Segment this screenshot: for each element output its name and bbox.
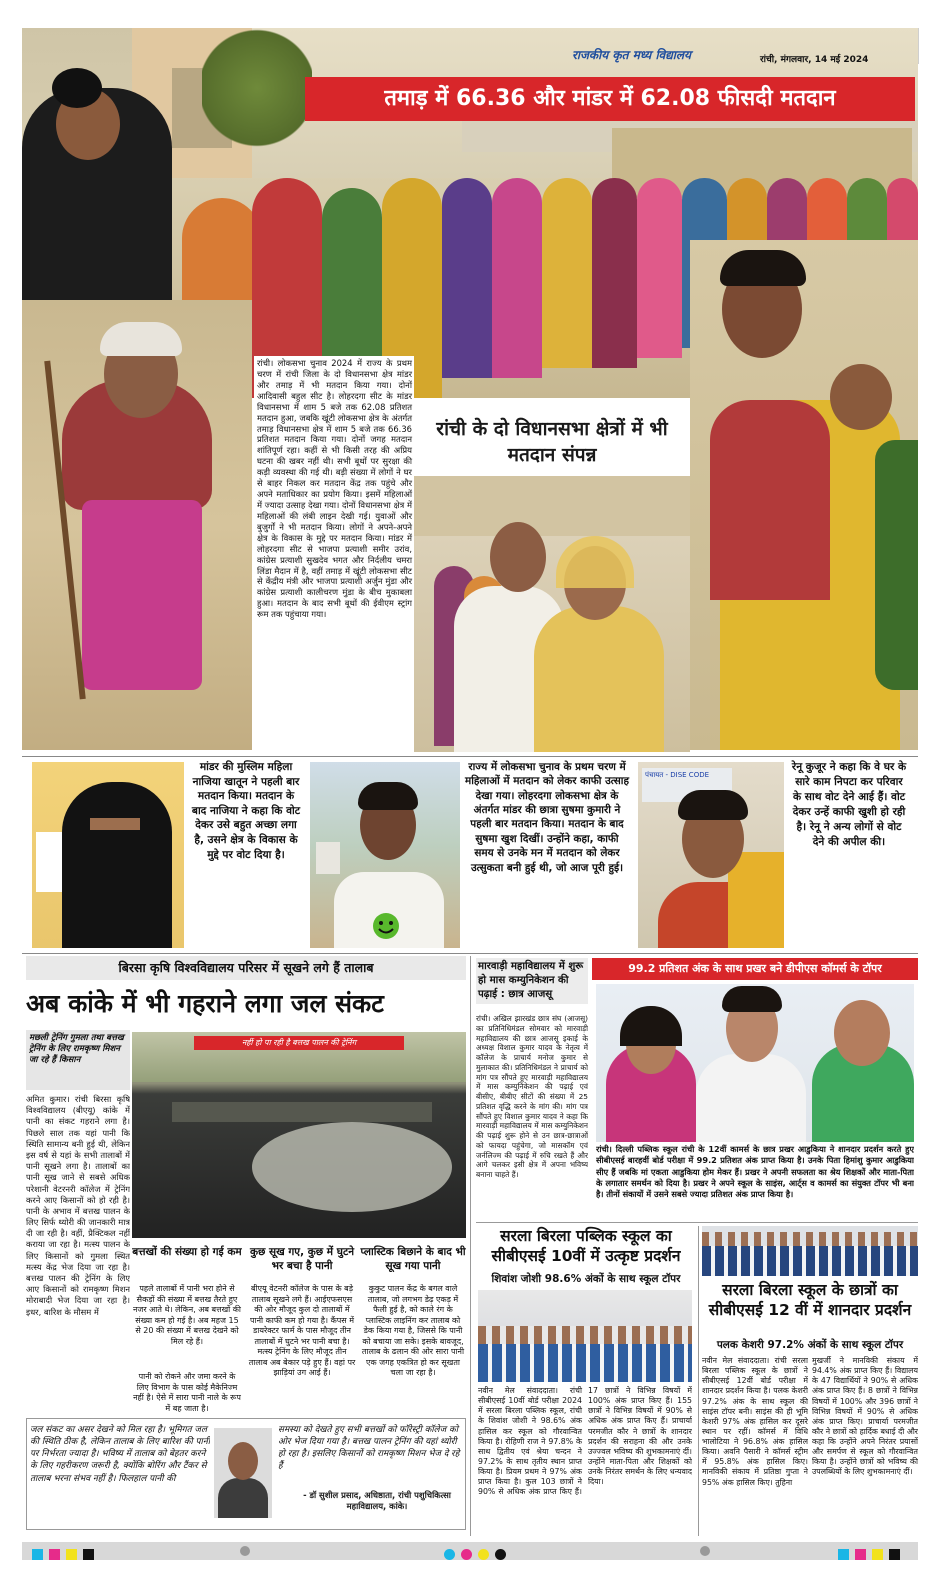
dps-headline: 99.2 प्रतिशत अंक के साथ प्रखर बने डीपीएस कॉमर्स के टॉपर — [592, 958, 918, 980]
quote-left: जल संकट का असर देखने को मिल रहा है। भूमिगत जल की स्थिति ठीक है, लेकिन तालाब के लिए बारिश की पानी पर निर्भरता ज्यादा है। भविष्य में तालाब को बेहतर करने के लिए गहरीकरण जरूरी है, क्योंकि बोरिंग और टैंकर से तालाब भरना संभव नहीं है। फिलहाल पानी की — [30, 1425, 210, 1484]
footer-color-marks-mid — [444, 1545, 512, 1564]
photo-woman-with-baby — [690, 240, 918, 750]
sign-plate: पंचायत - DISE CODE — [642, 768, 732, 802]
sub2-body: बीएयू वेटनरी कॉलेज के पास के बड़े तालाब सूखने लगे हैं। आईएफसएस की ओर मौजूद कुल दो तालाबों में पानी काफी कम हो गया है। कैंपस में डायरेक्टर फार्म के पास मौजूद तीन तालाबों में घुटने भर पानी बचा है। मत्स्य ट्रेनिंग के लिए मौजूद तीन तालाब अब बेकार पड़े हुए हैं। वहां पर झाड़ियां उग आई हैं। — [248, 1284, 356, 1378]
photo-old-woman — [22, 300, 252, 750]
photo-prakhar-family — [596, 984, 914, 1142]
birla12-body-right: मुखर्जी ने मानविकी संकाय में 94.4% अंक प्राप्त किए हैं। विद्यालय के 47 विद्यार्थियों ने 90% से अधिक अंक प्राप्त किए हैं। 8 छात्रों ने विभिन्न विषयों में 100% और 396 छात्रों ने विभिन्न विषयों में 90% से अधिक अंक प्राप्त किए। प्राचार्या परमजीत कौर ने छात्रों को हार्दिक बधाई दी और कहा कि उन्होंने अपने निरंतर प्रयासों और समर्पण से स्कूल को गौरवान्वित किया है। उन्होंने छात्रों को भविष्य की उपलब्धियों के लिए शुभकामनाएं दीं। — [812, 1356, 918, 1477]
photo-renu — [638, 762, 784, 948]
dps-body: रांची। दिल्ली पब्लिक स्कूल रांची के 12वीं कामर्स के छात्र प्रखर आडुकिया ने शानदार प्रदर्शन करते हुए सीबीएसई बारहवीं बोर्ड परीक्षा में 99.2 प्रतिशत अंक प्राप्त किया है। उनके पिता हिमांशु कुमार आडुकिया सीए हैं जबकि मां एकता आडुकिया होम मेकर हैं। प्रखर ने अपनी सफलता का श्रेय शिक्षकों और माता-पिता के लगातार समर्थन को दिया है। प्रखर ने अपने स्कूल के साइंस, आर्ट्स व कामर्स का संयुक्त टॉपर भी बना है। तीनों संकायों में उसने सबसे ज्यादा प्रतिशत अंक प्राप्त किया है। — [596, 1144, 914, 1200]
water-sidebar: मछली ट्रेनिंग गुमला तथा बत्तख ट्रेनिंग के लिए रामकृष्ण मिशन जा रहे हैं किसान — [26, 1030, 130, 1090]
photo-nazia — [32, 762, 184, 948]
birla12-headline: सरला बिरला स्कूल के छात्रों का सीबीएसई 12 वीं में शानदार प्रदर्शन — [708, 1281, 912, 1320]
water-headline: अब कांके में भी गहराने लगा जल संकट — [26, 989, 384, 1018]
water-body: अमित कुमार। रांची बिरसा कृषि विश्वविद्यालय (बीएयू) कांके में पानी का संकट गहराने लगा है। पिछले साल तक यहां पानी कि स्थिति सामान्य बनी हुई थी, लेकिन इस वर्ष से यहां के सभी तालाबों में पानी सूखने लगा है। तालाबों का पानी सूख जाने से सबसे अधिक परेशानी वेटरनरी कॉलेज में ट्रेनिंग करने आए किसानों को हो रही है। पानी के अभाव में बत्तख पालन के लिए सिर्फ थ्योरी की जानकारी मात्र दी जा रही है। वहीं, प्रैक्टिकल नहीं कराया जा रहा है। मत्स्य पालन के लिए किसानों को गुमला स्थित मत्स्य केंद्र भेज दिया जा रहा है। बत्तख पालन की ट्रेनिंग के लिए आए किसानों को रामकृष्ण मिशन मोराबादी भेज दिया जा रहा है। इधर, बारिश के मौसम में — [26, 1094, 130, 1317]
footer-color-marks-right — [838, 1545, 906, 1564]
photo-dr-sushil — [214, 1428, 272, 1518]
birla10-headline: सरला बिरला पब्लिक स्कूल का सीबीएसई 10वीं में उत्कृष्ट प्रदर्शन — [491, 1227, 681, 1266]
voter-nazia-text: मांडर की मुस्लिम महिला नाजिया खातून ने पहली बार मतदान किया। मतदान के बाद नाजिया ने कहा कि वोट देकर उसे बहुत अच्छा लगा है, उसने क्षेत्र के विकास के मुद्दे पर वोट दिया है। — [191, 761, 301, 861]
photo-elderly-couple — [414, 476, 690, 752]
footer-color-marks-left — [32, 1545, 100, 1564]
lead-body: रांची। लोकसभा चुनाव 2024 में राज्य के प्रथम चरण में रांची जिला के दो विधानसभा क्षेत्र मांडर और तमाड़ में भी मतदान किया गया। दोनों आदिवासी बहुल सीट है। लोहरदगा सीट के मांडर विधानसभा में शाम 5 बजे तक 62.08 प्रतिशत मतदान हुआ, जबकि खूंटी लोकसभा क्षेत्र के अंतर्गत तमाड़ विधानसभा क्षेत्र में शाम 5 बजे तक 66.36 प्रतिशत मतदान किया गया। दोनों जगह मतदान शांतिपूर्ण रहा। कहीं से भी किसी तरह की अप्रिय घटना की खबर नहीं थी। सभी बूथों पर सुरक्षा की कड़ी व्यवस्था की गई थी। बड़ी संख्या में लोगों ने घर से बाहर निकल कर मतदान केंद्र तक पहुंचे और अपने मताधिकार का प्रयोग किया। इसमें महिलाओं में ज्यादा उत्साह देखा गया। दोनों विधानसभा क्षेत्र में महिलाओं की लंबी लाइन देखी गई। युवाओं और बुजुर्गों ने भी मतदान किया। लोगों ने अपने-अपने क्षेत्र के विकास के मुद्दे पर मतदान किया। मांडर में लोहरदगा सीट से भाजपा प्रत्याशी समीर उरांव, कांग्रेस प्रत्याशी सुखदेव भगत और निर्दलीय चमरा लिंडा मैदान में है, वहीं तमाड़ में खूंटी लोकसभा सीट से केंद्रीय मंत्री और भाजपा प्रत्याशी अर्जुन मुंडा और कांग्रेस प्रत्याशी कालीचरण मुंडा के बीच मुकाबला हुआ। मतदान के बाद सभी बूथों की ईवीएम स्ट्रांग रूम तक पहुंचाया गया। — [254, 356, 414, 752]
dateline: रांची, मंगलवार, 14 मई 2024 — [760, 55, 869, 65]
pond-caption: नहीं हो पा रही है बत्तख पालन की ट्रेनिंग — [194, 1036, 404, 1050]
marwari-body: रांची। अखिल झारखंड छात्र संघ (आजसू) का प्रतिनिधिमंडल सोमवार को मारवाड़ी महाविद्यालय की छात्र आजसू इकाई के अध्यक्ष विशाल कुमार यादव के नेतृत्व में कॉलेज के प्राचार्य मनोज कुमार से मुलाकात की। प्रतिनिधिमंडल ने प्राचार्य को मांग पत्र सौंपते हुए मारवाड़ी महाविद्यालय में मास कम्युनिकेशन की पढ़ाई एवं बीसीए, बीबीए सीटों की संख्या में 25 प्रतिशत वृद्धि करने के मांग की। मांग पत्र सौंपते हुए विशाल कुमार यादव ने कहा कि मारवाड़ी महाविद्यालय में मास कम्युनिकेशन की पढ़ाई शुरू होने से उन छात्र-छात्राओं को फायदा पहुंचेगा, जो मासकॉम एवं जर्नलिज्म की पढ़ाई में रुचि रखते हैं और आगे चलकर इसी क्षेत्र में अपना भविष्य बनाना चाहते हैं। — [476, 1014, 588, 1180]
quote-right: समस्या को देखते हुए सभी बत्तखों को फॉरेस्ट्री कॉलेज को ओर भेज दिया गया है। बत्तख पालन ट्रेनिंग की यहां थ्योरी हो रहा है। इसलिए किसानों को रामकृष्ण मिशन भेज दे रहे हैं — [278, 1425, 460, 1472]
marwari-headline: मारवाड़ी महाविद्यालय में शुरू हो मास कम्युनिकेशन की पढ़ाई : छात्र आजसू — [476, 958, 588, 1004]
water-kicker: बिरसा कृषि विश्वविद्यालय परिसर में सूखने लगे हैं तालाब — [26, 956, 466, 980]
quote-byline: - डॉ सुशील प्रसाद, अधिष्ठाता, रांची पशुचिकित्सा महाविद्यालय, कांके। — [303, 1490, 451, 1512]
photo-dry-pond — [132, 1032, 466, 1238]
sub3-body: कुकुट पालन केंद्र के बगल वाले तालाब, जो लगभग डेढ़ एकड़ में फैली हुई है, को काले रंग के प्लास्टिक लाइनिंग कर तालाब को डेक किया गया है, जिससे कि पानी को बचाया जा सके। इसके बावजूद, तालाब के ढलान की ओर सारा पानी एक जगह एकत्रित हो कर सूखता चला जा रहा है। — [361, 1284, 465, 1378]
sub1-heading: बत्तखों की संख्या हो गई कम — [132, 1246, 242, 1258]
sub1-body2: पानी को रोकने और जमा करने के लिए विभाग के पास कोई मैकेनिज्म नहीं है। ऐसे में सारा पानी नाले के रूप में बह जाता है। — [133, 1372, 241, 1413]
photo-birla12-students — [702, 1226, 918, 1276]
photo-birla10-students — [478, 1290, 692, 1382]
sub3-heading: प्लास्टिक बिछाने के बाद भी सूख गया पानी — [360, 1246, 466, 1272]
voter-sushma-text: राज्य में लोकसभा चुनाव के प्रथम चरण में महिलाओं में मतदान को लेकर काफी उत्साह देखा गया। लोहरदगा लोकसभा क्षेत्र के अंतर्गत मांडर की छात्रा सुषमा कुमारी ने पहली बार मतदान किया। मतदान के बाद सुषमा खुश दिखीं। उन्होंने कहा, काफी समय से उनके मन में मतदान को लेकर उत्सुकता बनी हुई थी, जो आज पूरी हुई। — [464, 761, 630, 874]
lead-headline: तमाड़ में 66.36 और मांडर में 62.08 फीसदी मतदान — [305, 77, 915, 121]
birla10-subhead: शिवांश जोशी 98.6% अंकों के साथ स्कूल टॉपर — [491, 1273, 681, 1285]
birla10-body: नवीन मेल संवाददाता। रांची सीबीएसई 10वीं बोर्ड परीक्षा 2024 में सरला बिरला पब्लिक स्कूल, रांची के शिवांश जोशी ने 98.6% अंक हासिल कर स्कूल को गौरवान्वित किया है। रोहिणी राज ने 97.8% के साथ द्वितीय एवं श्रेया चन्दन ने 97.2% के साथ तृतीय स्थान प्राप्त किया है। प्रियम प्रथम ने 97% अंक प्राप्त किया है। कुल 103 छात्रों ने 90% से अधिक अंक प्राप्त किए हैं। 17 छात्रों ने विभिन्न विषयों में 100% अंक प्राप्त किए हैं। 155 छात्रों ने विभिन्न विषयों में 90% से अधिक अंक प्राप्त किए हैं। प्राचार्या परमजीत कौर ने छात्रों के शानदार प्रदर्शन की सराहना की और उनके उज्ज्वल भविष्य की शुभकामनाएं दीं। उन्होंने माता-पिता और शिक्षकों को उनके निरंतर समर्थन के लिए धन्यवाद दिया। — [478, 1386, 692, 1497]
sub2-heading: कुछ सूख गए, कुछ में घुटने भर बचा है पानी — [249, 1246, 355, 1272]
voter-renu-text: रेनू कुजूर ने कहा कि वे घर के सारे काम निपटा कर परिवार के साथ वोट देने आई हैं। वोट देकर उन्हें काफी खुशी हो रही है। रेनू ने अन्य लोगों से वोट देने की अपील की। — [791, 761, 907, 849]
smiley-icon — [372, 912, 400, 940]
birla12-subhead: पलक केशरी 97.2% अंकों के साथ स्कूल टॉपर — [716, 1339, 904, 1351]
lead-subhead: रांची के दो विधानसभा क्षेत्रों में भी मतदान संपन्न — [414, 408, 690, 474]
sub1-body: पहले तालाबों में पानी भरा होने से सैकड़ों की संख्या में बत्तख तैरते हुए नजर आते थे। लेकिन, अब बत्तखों की संख्या कम हो गई है। अब महज 15 से 20 की संख्या में बत्तख देखने को मिल रहे हैं। — [132, 1284, 242, 1346]
birla12-body-left: नवीन मेल संवाददाता। रांची सरला बिरला पब्लिक स्कूल के छात्रों ने सीबीएसई 12वीं बोर्ड परीक्षा में शानदार प्रदर्शन किया है। पलक केशरी 97.2% अंक के साथ स्कूल की साइंस टॉपर बनी। साइंस की ही भूमि केशरी 97% अंक हासिल कर दूसरे स्थान पर रहीं। कॉमर्स में विधि भालोटिया ने 96.8% अंक हासिल किया। अवनि पैसारी ने कॉमर्स स्ट्रीम में 95.8% अंक हासिल किए। मानविकी संकाय में प्रतिष्ठा गुप्ता ने 95% अंक हासिल किए। तुहिना — [702, 1356, 808, 1487]
school-sign-text: राजकीय कृत मध्य विद्यालय — [572, 48, 691, 62]
photo-sushma — [310, 762, 460, 948]
